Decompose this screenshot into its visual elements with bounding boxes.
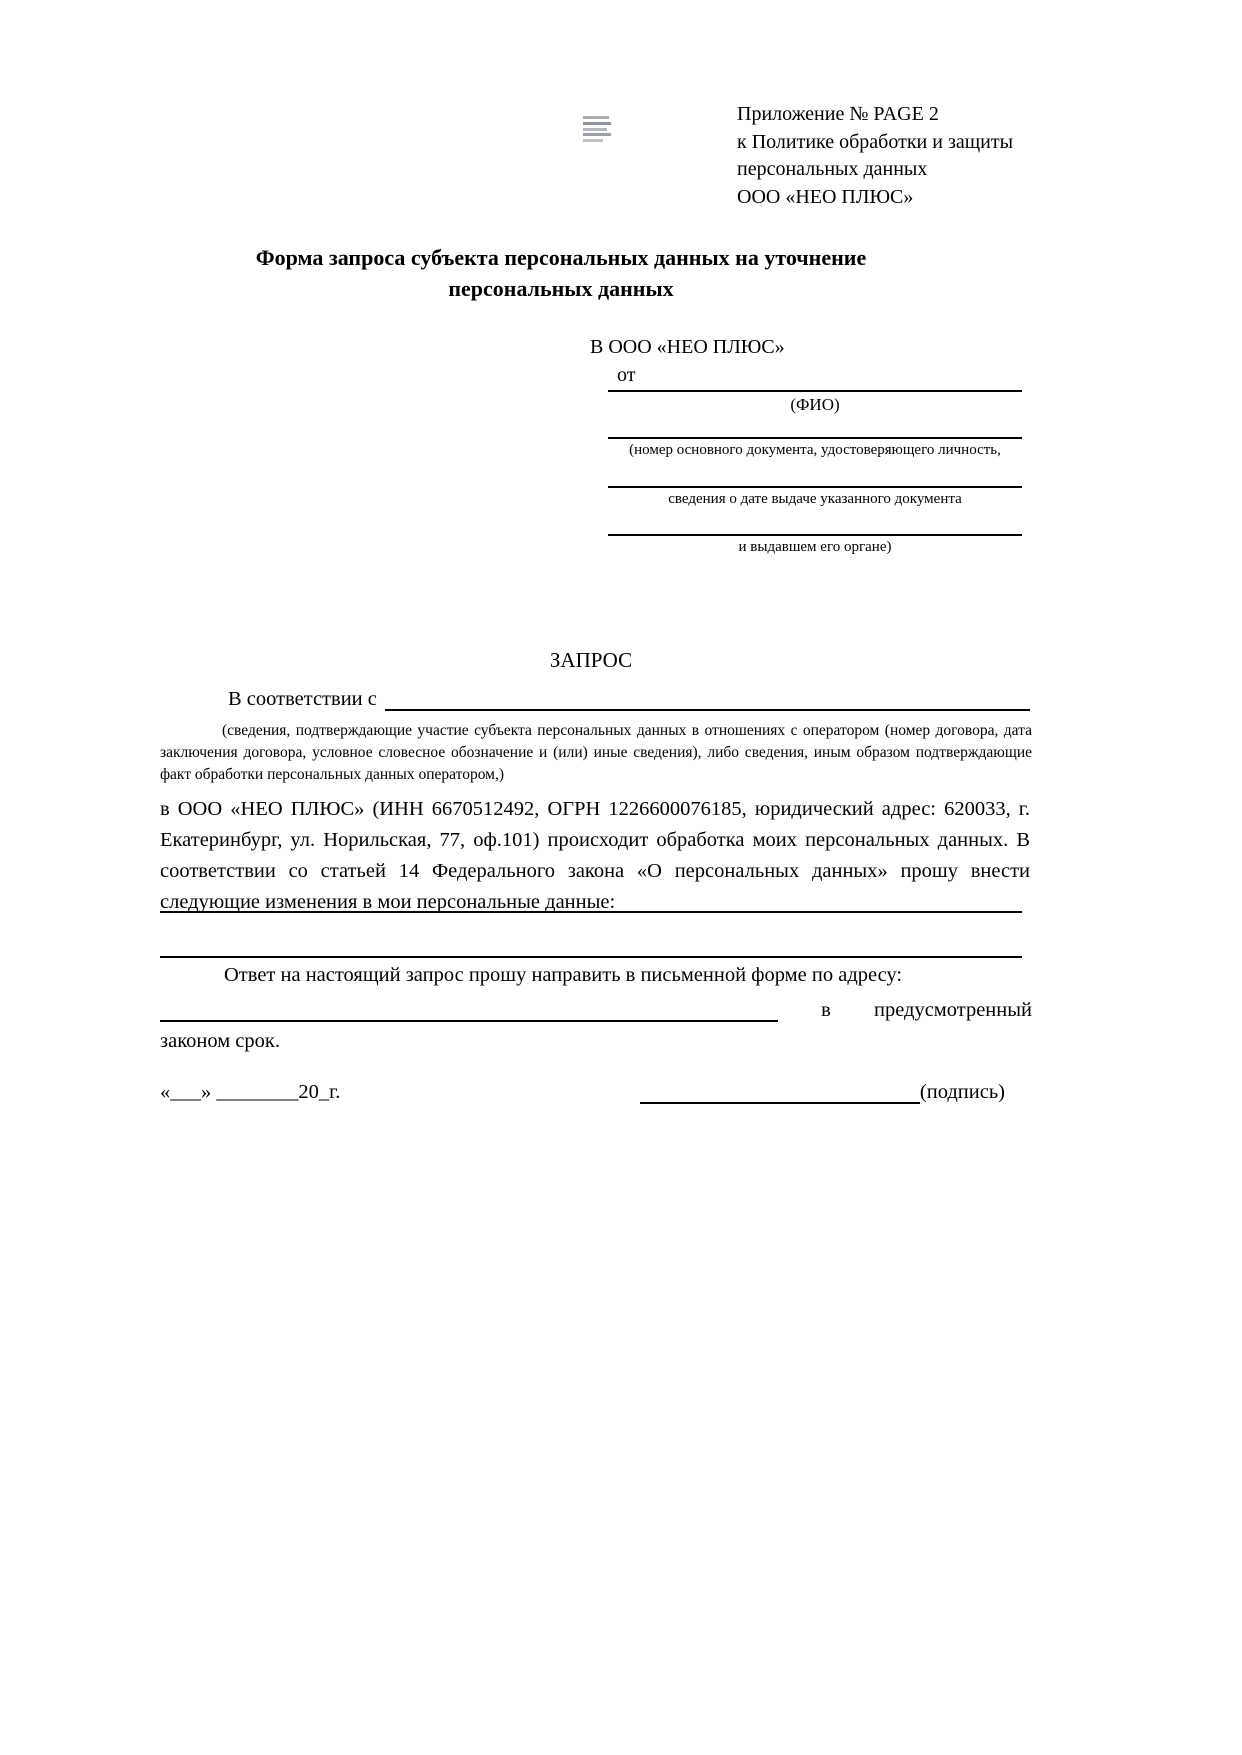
issue-date-caption: сведения о дате выдаче указанного документа bbox=[668, 491, 962, 507]
intro-fill-line bbox=[385, 688, 1030, 711]
appendix-header-block bbox=[737, 101, 1067, 211]
address-fill-line bbox=[160, 996, 778, 1022]
field-issue-date bbox=[608, 466, 1022, 509]
request-heading: ЗАПРОС bbox=[549, 648, 633, 672]
appendix-number-line: Приложение № PAGE 2 bbox=[737, 103, 939, 125]
signature-fill-line bbox=[640, 1078, 920, 1104]
response-address-line bbox=[160, 996, 1032, 1022]
company-name-line: ООО «НЕО ПЛЮС» bbox=[737, 185, 914, 208]
issuing-authority-fill-line bbox=[608, 514, 1022, 536]
signature-group bbox=[640, 1078, 1005, 1104]
addressee-company: В ООО «НЕО ПЛЮС» bbox=[590, 336, 785, 358]
fio-caption: (ФИО) bbox=[790, 395, 840, 414]
document-number-fill-line bbox=[608, 417, 1022, 439]
field-document-number bbox=[608, 417, 1022, 460]
date-blank: «___» ________20_г. bbox=[160, 1081, 341, 1103]
field-fio bbox=[608, 370, 1022, 415]
form-title-line2: персональных данных bbox=[448, 276, 674, 302]
changes-fill-line-2 bbox=[160, 956, 1022, 958]
response-word-term: предусмотренный bbox=[873, 999, 1032, 1021]
form-title bbox=[130, 242, 992, 304]
response-term-text: законом срок. bbox=[160, 1030, 280, 1052]
embedded-object-icon bbox=[583, 116, 611, 142]
intro-text: В соответствии с bbox=[228, 688, 377, 710]
fio-fill-line bbox=[608, 370, 1022, 392]
document-number-caption: (номер основного документа, удостоверяющего личность, bbox=[629, 442, 1001, 458]
changes-fill-line-1 bbox=[160, 911, 1022, 913]
field-issuing-authority bbox=[608, 514, 1022, 557]
signature-caption: (подпись) bbox=[919, 1081, 1005, 1103]
form-title-line1: Форма запроса субъекта персональных данных на уточнение bbox=[255, 245, 867, 270]
from-label: от bbox=[617, 364, 636, 386]
response-word-in: в bbox=[821, 999, 831, 1021]
request-body: в ООО «НЕО ПЛЮС» (ИНН 6670512492, ОГРН 1226600076185, юридический адрес: 620033, г. Екатеринбург, ул. Норильская, 77, оф.101) происходит обработка моих персональных данных. В соответствии со статьей 14 Федерального закона «О персональных данных» прошу внести следующие изменения в мои персональные данные: bbox=[160, 798, 1030, 914]
response-request-text: Ответ на настоящий запрос прошу направить в письменной форме по адресу: bbox=[224, 964, 903, 986]
intro-line bbox=[160, 688, 1030, 711]
policy-reference-line: к Политике обработки и защиты bbox=[737, 130, 1014, 153]
policy-reference-line2: персональных данных bbox=[737, 158, 928, 181]
explanatory-note: (сведения, подтверждающие участие субъекта персональных данных в отношениях с оператором (номер договора, дата заключения договора, условное словесное обозначение и (или) иные сведения), либо сведения, иным образом подтверждающие факт обработки персональных данных оператором,) bbox=[160, 722, 1032, 783]
issue-date-fill-line bbox=[608, 466, 1022, 488]
issuing-authority-caption: и выдавшем его органе) bbox=[738, 539, 892, 555]
date-signature-row bbox=[160, 1078, 1005, 1104]
